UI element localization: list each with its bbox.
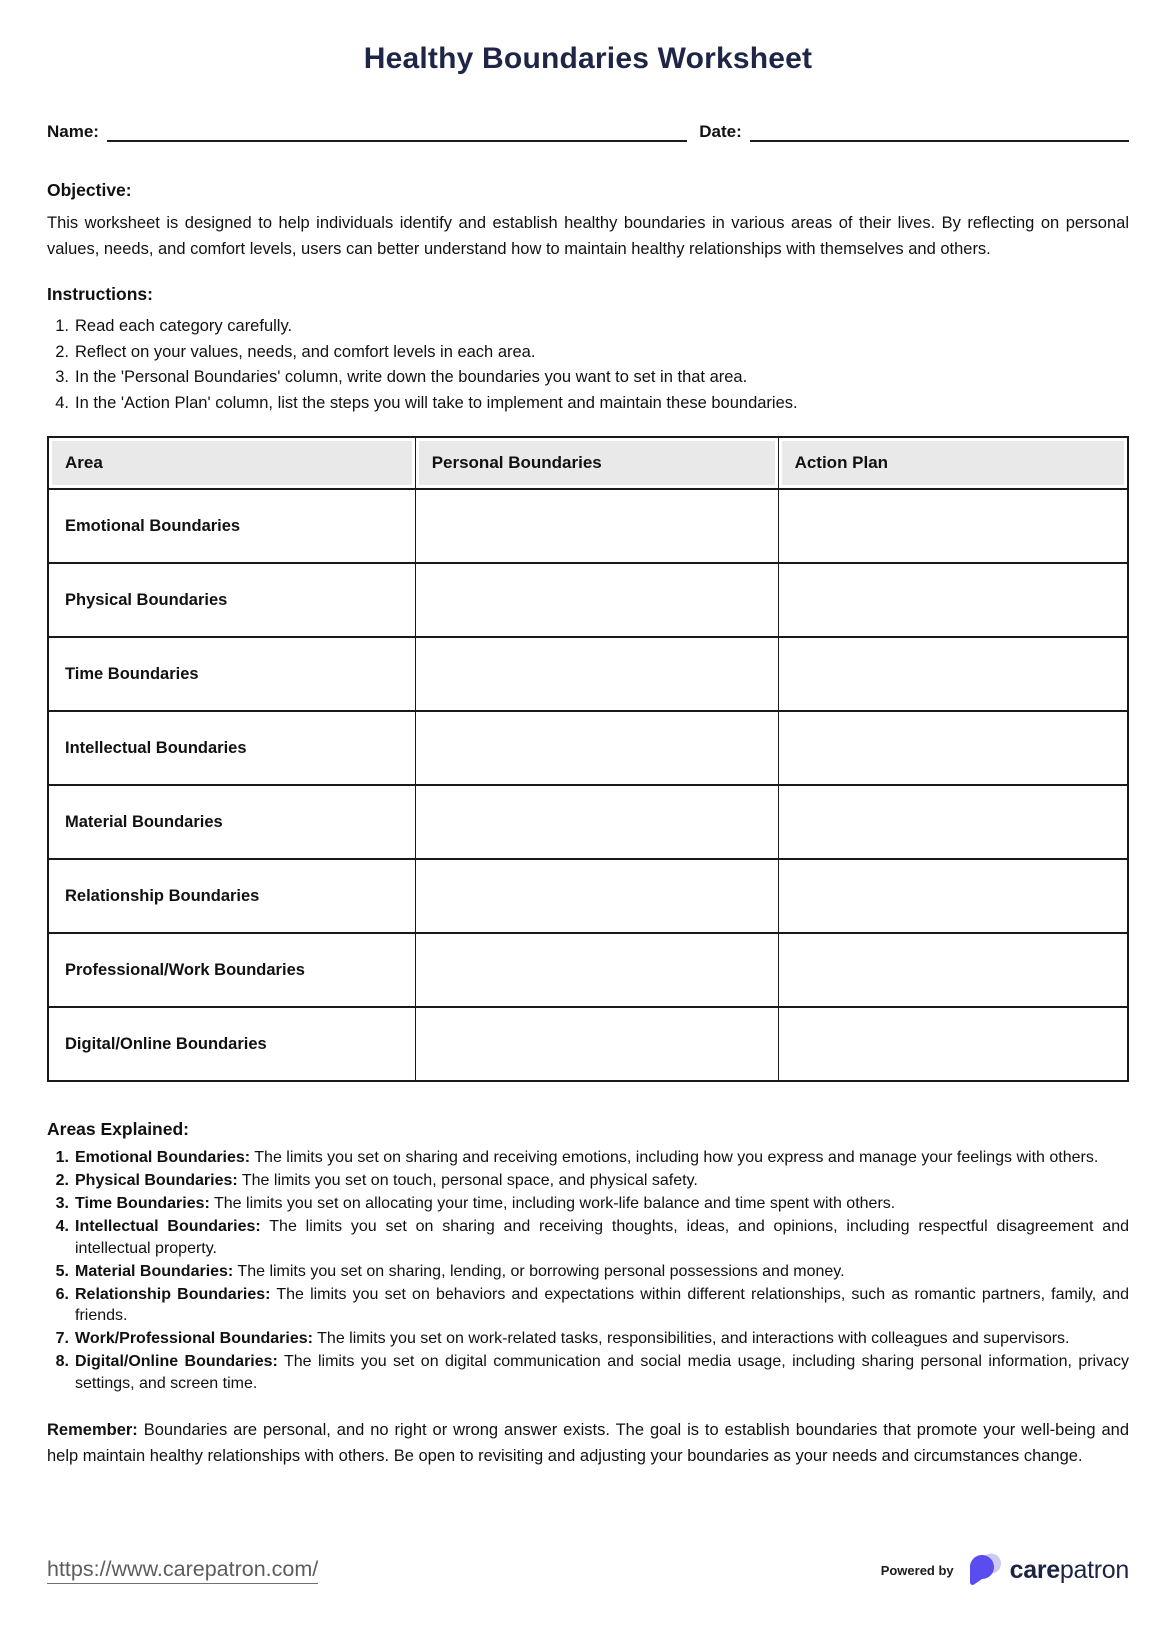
personal-boundaries-cell[interactable] (415, 785, 778, 859)
item-number: 5. (55, 1262, 69, 1280)
table-row (48, 859, 1128, 933)
carepatron-logo-icon (964, 1550, 1004, 1590)
item-number: 7. (55, 1330, 69, 1347)
table-row (48, 563, 1128, 637)
powered-by-group (881, 1550, 1129, 1590)
page-title: Healthy Boundaries Worksheet (363, 42, 813, 75)
name-label: Name: (47, 122, 99, 141)
item-number: 2. (55, 1172, 69, 1189)
instruction-number: 1. (55, 317, 69, 335)
instruction-item (47, 365, 1129, 391)
area-label: Intellectual Boundaries (48, 711, 415, 785)
item-definition: The limits you set on sharing, lending, or borrowing personal possessions and money. (237, 1262, 845, 1280)
item-text (75, 1328, 1070, 1350)
instruction-item (47, 340, 1129, 366)
action-plan-cell[interactable] (778, 933, 1128, 1007)
table-row (48, 1007, 1128, 1081)
area-label: Relationship Boundaries (48, 859, 415, 933)
table-row (48, 711, 1128, 785)
wordmark-care: care (1009, 1555, 1060, 1584)
table-row (48, 637, 1128, 711)
item-text (75, 1216, 1129, 1259)
instruction-text: Read each category carefully. (75, 317, 293, 335)
item-number: 6. (55, 1285, 69, 1303)
instruction-number: 3. (55, 368, 69, 386)
instruction-text: In the 'Action Plan' column, list the steps you will take to implement and maintain these boundaries. (75, 393, 798, 412)
carepatron-wordmark (1010, 1556, 1129, 1585)
item-text (75, 1170, 698, 1192)
action-plan-cell[interactable] (778, 489, 1128, 563)
personal-boundaries-cell[interactable] (415, 637, 778, 711)
area-explained-item (47, 1351, 1129, 1394)
name-date-row (47, 122, 1129, 142)
column-header-personal-boundaries: Personal Boundaries (415, 437, 778, 489)
name-field (47, 122, 687, 142)
footer (47, 1550, 1129, 1590)
item-number: 8. (55, 1353, 69, 1370)
table-row (48, 489, 1128, 563)
item-number: 3. (55, 1195, 69, 1212)
personal-boundaries-cell[interactable] (415, 1007, 778, 1081)
personal-boundaries-cell[interactable] (415, 489, 778, 563)
action-plan-cell[interactable] (778, 859, 1128, 933)
table-row (48, 933, 1128, 1007)
item-definition: The limits you set on sharing and receiving emotions, including how you express and manage your feelings with others. (254, 1149, 1099, 1166)
date-label: Date: (699, 122, 742, 141)
objective-heading: Objective: (47, 180, 132, 200)
area-explained-item (47, 1261, 1129, 1283)
personal-boundaries-cell[interactable] (415, 563, 778, 637)
name-fill-line[interactable] (107, 122, 687, 142)
personal-boundaries-cell[interactable] (415, 933, 778, 1007)
area-label: Physical Boundaries (48, 563, 415, 637)
item-text (75, 1351, 1129, 1394)
area-label: Digital/Online Boundaries (48, 1007, 415, 1081)
area-explained-item (47, 1216, 1129, 1259)
column-header-action-plan: Action Plan (778, 437, 1128, 489)
instruction-number: 2. (55, 342, 69, 361)
instruction-text: In the 'Personal Boundaries' column, write down the boundaries you want to set in that area. (75, 368, 748, 386)
item-text (75, 1193, 895, 1215)
action-plan-cell[interactable] (778, 563, 1128, 637)
carepatron-link[interactable]: https://www.carepatron.com/ (47, 1557, 318, 1584)
item-definition: The limits you set on digital communication and social media usage, including sharing personal information, privacy settings, and screen time. (75, 1353, 1130, 1392)
item-number: 4. (55, 1218, 69, 1235)
item-text (75, 1261, 845, 1283)
item-term: Relationship Boundaries: (75, 1285, 271, 1303)
item-definition: The limits you set on work-related tasks, responsibilities, and interactions with colleagues and supervisors. (317, 1330, 1070, 1347)
item-term: Time Boundaries: (75, 1195, 210, 1212)
item-term: Material Boundaries: (75, 1262, 234, 1280)
area-label: Material Boundaries (48, 785, 415, 859)
date-fill-line[interactable] (750, 122, 1129, 142)
area-explained-item (47, 1170, 1129, 1192)
item-definition: The limits you set on sharing and receiving thoughts, ideas, and opinions, including respectful disagreement and intellectual property. (75, 1218, 1129, 1257)
item-definition: The limits you set on allocating your time, including work-life balance and time spent with others. (214, 1195, 896, 1212)
item-text (75, 1147, 1098, 1169)
instruction-number: 4. (55, 393, 69, 412)
areas-explained-list (47, 1147, 1129, 1396)
item-text (75, 1284, 1129, 1327)
action-plan-cell[interactable] (778, 637, 1128, 711)
area-explained-item (47, 1328, 1129, 1350)
area-label: Time Boundaries (48, 637, 415, 711)
instruction-text: Reflect on your values, needs, and comfort levels in each area. (75, 342, 536, 361)
area-label: Professional/Work Boundaries (48, 933, 415, 1007)
instruction-item (47, 314, 1129, 340)
table-header-row (48, 437, 1128, 489)
item-number: 1. (55, 1149, 69, 1166)
objective-paragraph: This worksheet is designed to help individuals identify and establish healthy boundaries in various areas of their lives. By reflecting on personal values, needs, and comfort levels, users can better understand how to maintain healthy relationships with themselves and others. (47, 214, 1129, 258)
item-definition: The limits you set on touch, personal space, and physical safety. (241, 1172, 698, 1189)
item-term: Digital/Online Boundaries: (75, 1353, 278, 1370)
area-explained-item (47, 1193, 1129, 1215)
area-label: Emotional Boundaries (48, 489, 415, 563)
table-row (48, 785, 1128, 859)
personal-boundaries-cell[interactable] (415, 859, 778, 933)
item-term: Emotional Boundaries: (75, 1149, 251, 1166)
instructions-heading: Instructions: (47, 284, 153, 304)
item-term: Intellectual Boundaries: (75, 1218, 261, 1235)
areas-explained-heading: Areas Explained: (47, 1119, 189, 1139)
item-term: Work/Professional Boundaries: (75, 1330, 313, 1347)
instruction-item (47, 391, 1129, 417)
item-term: Physical Boundaries: (75, 1172, 238, 1189)
instructions-list (47, 314, 1129, 416)
area-explained-item (47, 1284, 1129, 1327)
remember-paragraph (47, 1417, 1129, 1469)
action-plan-cell[interactable] (778, 711, 1128, 785)
wordmark-patron: patron (1059, 1555, 1129, 1584)
column-header-area: Area (48, 437, 415, 489)
action-plan-cell[interactable] (778, 785, 1128, 859)
remember-text: Boundaries are personal, and no right or wrong answer exists. The goal is to establish boundaries that promote your well-being and help maintain healthy relationships with others. Be open to revisiting and adjusting your boundaries as your needs and circumstances change. (47, 1420, 1130, 1465)
personal-boundaries-cell[interactable] (415, 711, 778, 785)
remember-label: Remember: (47, 1420, 138, 1439)
powered-by-label: Powered by (880, 1562, 954, 1578)
item-definition: The limits you set on behaviors and expectations within different relationships, such as romantic partners, family, and friends. (75, 1285, 1130, 1324)
date-field (699, 122, 1129, 142)
action-plan-cell[interactable] (778, 1007, 1128, 1081)
boundaries-table (47, 436, 1129, 1082)
area-explained-item (47, 1147, 1129, 1169)
